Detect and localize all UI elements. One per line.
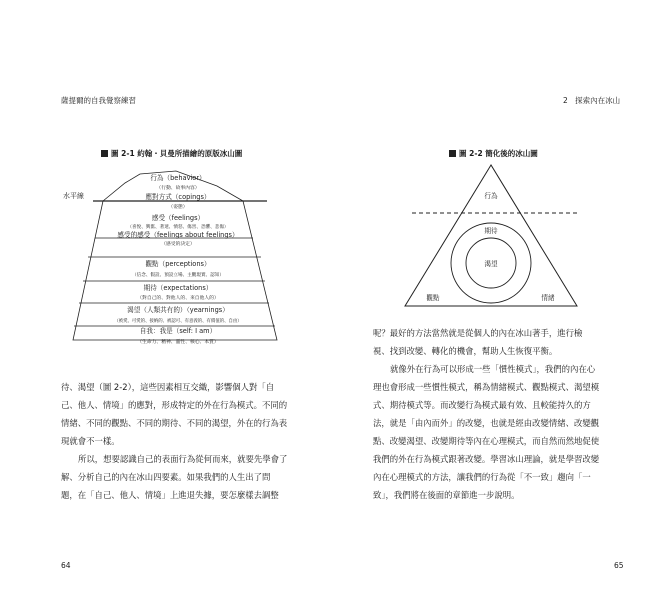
layer-copings: 應對方式（copings） xyxy=(145,193,211,201)
caption-square-icon xyxy=(101,150,108,157)
layer-perceptions-detail: （信念、假設、預設立場、主觀現實、認知） xyxy=(132,273,224,278)
caption-square-icon xyxy=(449,150,456,157)
layer-copings-detail: （姿態） xyxy=(168,205,188,210)
label-emotions: 情緒 xyxy=(541,294,555,302)
right-page-body xyxy=(373,324,621,504)
page-number-left: 64 xyxy=(61,561,71,570)
text-line: 致」，我們將在後面的章節進一步說明。 xyxy=(373,490,520,500)
text-line: 點、改變渴望、改變期待等內在心理模式，而自然而然地促使 xyxy=(373,436,600,446)
text-line: 情緒、不同的觀點、不同的期待、不同的渴望，外在的行為表 xyxy=(61,418,288,428)
label-yearnings: 渴望 xyxy=(484,260,498,268)
layer-yearnings-detail: （被愛、可愛的、接納的、被認可、有意義的、有價值的、自由） xyxy=(114,319,242,324)
text-line: 解、分析自己的內在冰山四要素。如果我們的人生出了問 xyxy=(61,472,271,482)
text-line: 待、渴望（圖 2-2），這些因素相互交織，影響個人對「自 xyxy=(61,382,275,392)
layer-feelings-about-feelings-detail: （感受的決定） xyxy=(161,242,195,247)
running-header-left: 薩提爾的自我覺察練習 xyxy=(61,96,136,105)
text-line: 題，在「自己、他人、情境」上進退失據，要怎麼樣去調整 xyxy=(61,490,279,500)
layer-behavior-detail: （行動、故事內容） xyxy=(156,186,200,191)
text-line: 呢？最好的方法當然就是從個人的內在冰山著手，進行檢 xyxy=(373,328,583,338)
layer-behavior: 行為（behavior） xyxy=(150,174,206,182)
iceberg-diagram xyxy=(55,160,295,360)
text-line: 所以，想要認識自己的表面行為從何而來，就要先學會了 xyxy=(78,454,288,464)
running-header-right xyxy=(563,95,620,106)
layer-feelings-about-feelings: 感受的感受（feelings about feelings） xyxy=(117,231,239,239)
layer-expectations: 期待（expectations） xyxy=(143,284,213,292)
left-page-body xyxy=(61,378,326,504)
text-line: 式、期待模式等。而改變行為模式最有效、且較能持久的方 xyxy=(373,400,591,410)
text-line: 內在心理模式的方法，讓我們的行為從「不一致」趨向「一 xyxy=(373,472,591,482)
label-expectations: 期待 xyxy=(484,227,498,235)
layer-yearnings: 渴望（人類共有的）（yearnings） xyxy=(127,306,229,314)
label-behavior: 行為 xyxy=(484,192,498,200)
text-line: 法，就是「由內而外」的改變，也就是經由改變情緒、改變觀 xyxy=(373,418,600,428)
layer-feelings: 感受（feelings） xyxy=(151,214,205,222)
simplified-iceberg-diagram xyxy=(395,160,595,315)
layer-feelings-detail: （喜悅、興奮、著迷、憤怒、傷害、恐懼、悲傷） xyxy=(127,225,229,230)
layer-perceptions: 觀點（perceptions） xyxy=(145,260,211,268)
waterline-label: 水平線 xyxy=(63,192,84,200)
layer-self: 自我：我是（self: I am） xyxy=(139,327,217,335)
text-line: 己、他人、情境」的應對，形成特定的外在行為模式。不同的 xyxy=(61,400,288,410)
chapter-title: 探索內在冰山 xyxy=(575,96,621,105)
text-line: 現就會不一樣。 xyxy=(61,436,120,446)
triangle-outline xyxy=(405,165,577,306)
page-number-right: 65 xyxy=(614,561,624,570)
figure-2-2-caption: 圖 2-2 簡化後的冰山圖 xyxy=(449,148,538,159)
figure-2-1-caption: 圖 2-1 約翰・貝曼所描繪的原版冰山圖 xyxy=(101,148,242,159)
label-perceptions: 觀點 xyxy=(426,294,440,302)
text-line: 理也會形成一些慣性模式，稱為情緒模式、觀點模式、渴望模 xyxy=(373,382,600,392)
layer-expectations-detail: （對自己的、對他人的、來自他人的） xyxy=(137,296,219,301)
layer-self-detail: （生命力、精神、靈性、核心、本質） xyxy=(137,340,219,345)
chapter-number: 2 xyxy=(563,96,568,105)
text-line: 視、找到改變、轉化的機會，幫助人生恢復平衡。 xyxy=(373,346,558,356)
text-line: 我們的外在行為模式跟著改變。學習冰山理論，就是學習改變 xyxy=(373,454,600,464)
text-line: 就像外在行為可以形成一些「慣性模式」，我們的內在心 xyxy=(390,364,596,374)
